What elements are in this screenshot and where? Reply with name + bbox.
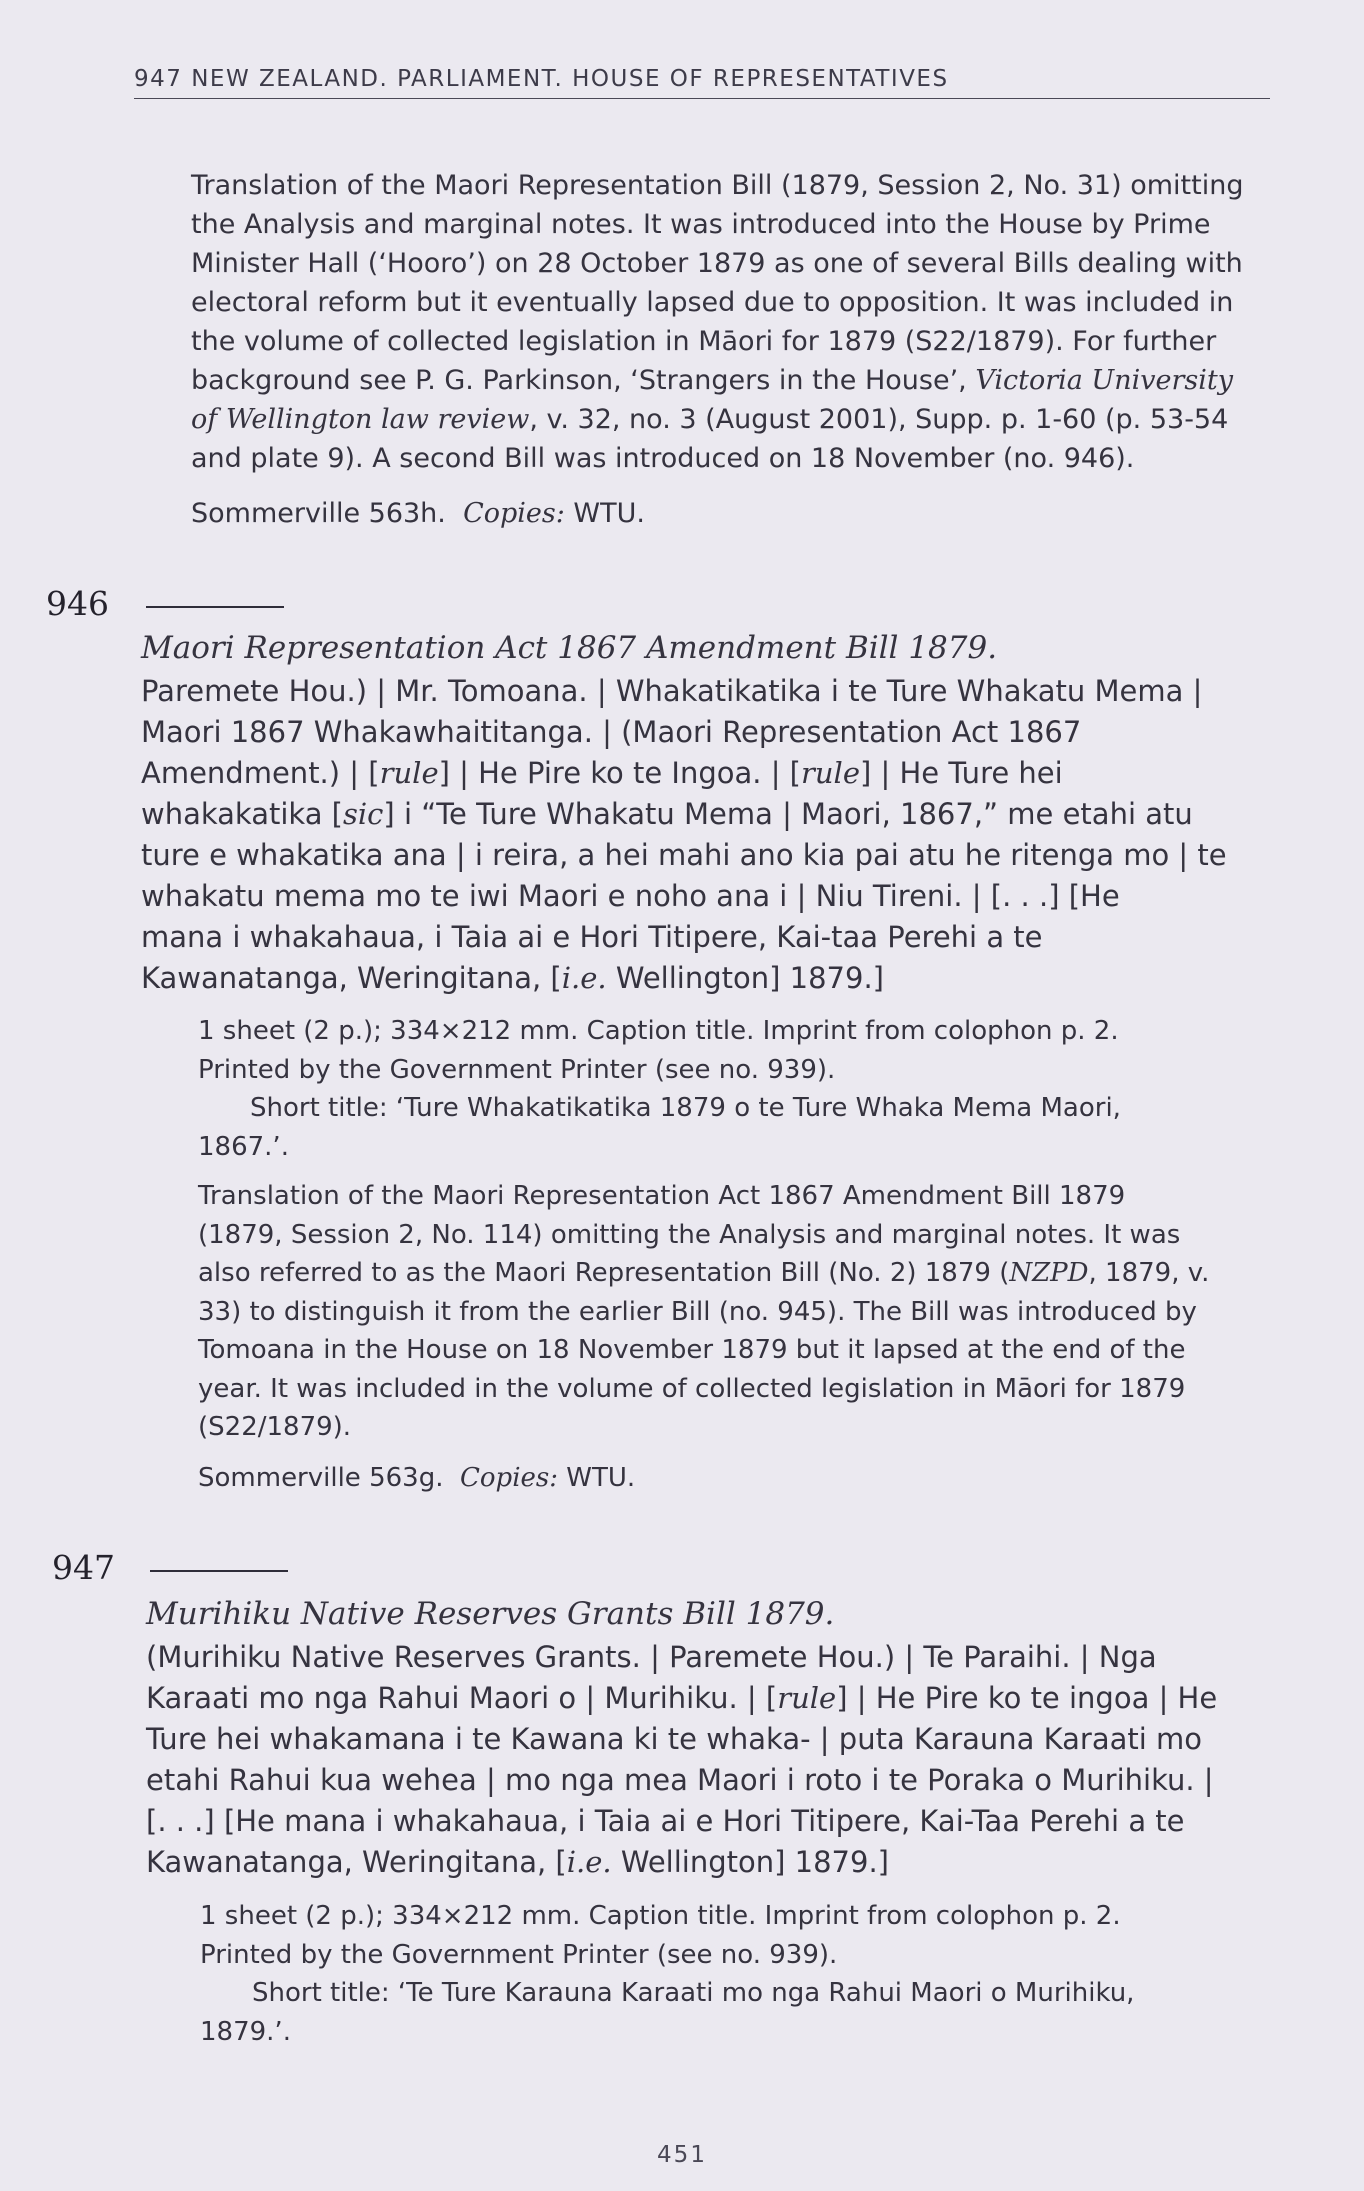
transcription-line: Paremete Hou.) | Mr. Tomoana. | Whakatikatika i te Ture Whakatu Mema | bbox=[141, 674, 1203, 708]
physical-description bbox=[200, 1897, 1275, 2051]
note-line: electoral reform but it eventually lapsed due to opposition. It was included in bbox=[191, 287, 1234, 318]
title-transcription bbox=[146, 1637, 1286, 1883]
note-line: also referred to as the Maori Representation Bill (No. 2) 1879 ( bbox=[198, 1258, 1010, 1288]
ie-marker: i.e. bbox=[566, 1845, 612, 1879]
copies-label: Copies: bbox=[460, 1463, 558, 1493]
entry-rule bbox=[150, 1570, 288, 1572]
copies-value: WTU. bbox=[573, 498, 645, 529]
transcription-line: Ture hei whakamana i te Kawana ki te whaka- | puta Karauna Karaati mo bbox=[146, 1722, 1203, 1756]
note-line: year. It was included in the volume of collected legislation in Māori for 1879 bbox=[198, 1373, 1186, 1404]
entry-945-reference bbox=[191, 494, 645, 533]
rule-marker: rule bbox=[777, 1681, 837, 1715]
page-number: 451 bbox=[657, 2142, 707, 2168]
transcription-line: Wellington] 1879.] bbox=[611, 1845, 889, 1879]
description-line: Printed by the Government Printer (see no. 939). bbox=[200, 1939, 838, 1970]
sommerville-ref: Sommerville 563g. bbox=[198, 1463, 444, 1493]
ie-marker: i.e. bbox=[561, 961, 607, 995]
description-line: Printed by the Government Printer (see no. 939). bbox=[198, 1054, 836, 1085]
note-line: and plate 9). A second Bill was introduced on 18 November (no. 946). bbox=[191, 443, 1135, 474]
transcription-line: whakatu mema mo te iwi Maori e noho ana i | Niu Tireni. | [. . .] [He bbox=[141, 879, 1120, 913]
transcription-line: ture e whakatika ana | i reira, a hei mahi ano kia pai atu he ritenga mo | te bbox=[141, 838, 1227, 872]
short-title: 1879.’. bbox=[200, 2016, 291, 2047]
copies-label: Copies: bbox=[463, 498, 565, 529]
transcription-line: ] i “Te Ture Whakatu Mema | Maori, 1867,” me etahi atu bbox=[383, 797, 1193, 831]
transcription-line: ] | He Pire ko te Ingoa. | [ bbox=[438, 756, 801, 790]
journal-title: of Wellington law review bbox=[191, 404, 530, 435]
transcription-line: Wellington] 1879.] bbox=[606, 961, 884, 995]
transcription-line: ] | He Pire ko te ingoa | He bbox=[836, 1681, 1218, 1715]
entry-number: 946 bbox=[46, 584, 109, 623]
note-line: (1879, Session 2, No. 114) omitting the Analysis and marginal notes. It was bbox=[198, 1219, 1181, 1250]
description-line: 1 sheet (2 p.); 334×212 mm. Caption title. Imprint from colophon p. 2. bbox=[200, 1901, 1121, 1931]
rule-marker: rule bbox=[379, 756, 439, 790]
entry-title: Maori Representation Act 1867 Amendment Bill 1879. bbox=[141, 630, 998, 666]
description-line: 1 sheet (2 p.); 334×212 mm. Caption title. Imprint from colophon p. 2. bbox=[198, 1016, 1119, 1046]
entry-946-reference bbox=[198, 1459, 635, 1498]
transcription-line: Kawanatanga, Weringitana, [ bbox=[141, 961, 562, 995]
transcription-line: Karaati mo nga Rahui Maori o | Murihiku. | [ bbox=[146, 1681, 778, 1715]
transcription-line: whakakatika [ bbox=[141, 797, 343, 831]
transcription-line: ] | He Ture hei bbox=[859, 756, 1063, 790]
note-line: Translation of the Maori Representation Act 1867 Amendment Bill 1879 bbox=[198, 1181, 1126, 1211]
entry-946-note bbox=[198, 1177, 1273, 1447]
entry-945-note bbox=[191, 166, 1276, 478]
note-line: Translation of the Maori Representation Bill (1879, Session 2, No. 31) omitting bbox=[191, 170, 1244, 201]
short-title: Short title: ‘Ture Whakatikatika 1879 o te Ture Whaka Mema Maori, bbox=[250, 1093, 1121, 1123]
physical-description bbox=[198, 1012, 1273, 1166]
note-line: 33) to distinguish it from the earlier Bill (no. 945). The Bill was introduced by bbox=[198, 1296, 1197, 1327]
sic-marker: sic bbox=[343, 797, 384, 831]
note-line: , 1879, v. bbox=[1088, 1258, 1210, 1288]
short-title: 1867.’. bbox=[198, 1131, 289, 1162]
entry-rule bbox=[146, 606, 284, 608]
sommerville-ref: Sommerville 563h. bbox=[191, 498, 446, 529]
transcription-line: Maori 1867 Whakawhaititanga. | (Maori Representation Act 1867 bbox=[141, 715, 1082, 749]
copies-value: WTU. bbox=[566, 1463, 636, 1493]
note-line: Minister Hall (‘Hooro’) on 28 October 1879 as one of several Bills dealing with bbox=[191, 248, 1243, 279]
note-line: the volume of collected legislation in Māori for 1879 (S22/1879). For further bbox=[191, 326, 1217, 357]
transcription-line: [. . .] [He mana i whakahaua, i Taia ai e Hori Titipere, Kai-Taa Perehi a te bbox=[146, 1804, 1185, 1838]
transcription-line: (Murihiku Native Reserves Grants. | Paremete Hou.) | Te Paraihi. | Nga bbox=[146, 1640, 1157, 1674]
journal-title: Victoria University bbox=[975, 365, 1233, 396]
note-line: , v. 32, no. 3 (August 2001), Supp. p. 1-60 (p. 53-54 bbox=[529, 404, 1229, 435]
transcription-line: mana i whakahaua, i Taia ai e Hori Titipere, Kai-taa Perehi a te bbox=[141, 920, 1043, 954]
title-transcription bbox=[141, 671, 1281, 999]
rule-marker: rule bbox=[801, 756, 860, 790]
transcription-line: Kawanatanga, Weringitana, [ bbox=[146, 1845, 567, 1879]
short-title: Short title: ‘Te Ture Karauna Karaati mo nga Rahui Maori o Murihiku, bbox=[252, 1978, 1135, 2008]
note-line: (S22/1879). bbox=[198, 1412, 352, 1442]
entry-number: 947 bbox=[52, 1548, 115, 1587]
note-line: Tomoana in the House on 18 November 1879 but it lapsed at the end of the bbox=[198, 1335, 1186, 1365]
nzpd-abbrev: NZPD bbox=[1009, 1258, 1089, 1288]
transcription-line: Amendment.) | [ bbox=[141, 756, 380, 790]
entry-title: Murihiku Native Reserves Grants Bill 1879. bbox=[146, 1596, 835, 1632]
note-line: background see P. G. Parkinson, ‘Strangers in the House’, bbox=[191, 365, 976, 396]
note-line: the Analysis and marginal notes. It was introduced into the House by Prime bbox=[191, 209, 1211, 240]
running-head: 947 NEW ZEALAND. PARLIAMENT. HOUSE OF REPRESENTATIVES bbox=[134, 66, 1270, 99]
transcription-line: etahi Rahui kua wehea | mo nga mea Maori i roto i te Poraka o Murihiku. | bbox=[146, 1763, 1214, 1797]
